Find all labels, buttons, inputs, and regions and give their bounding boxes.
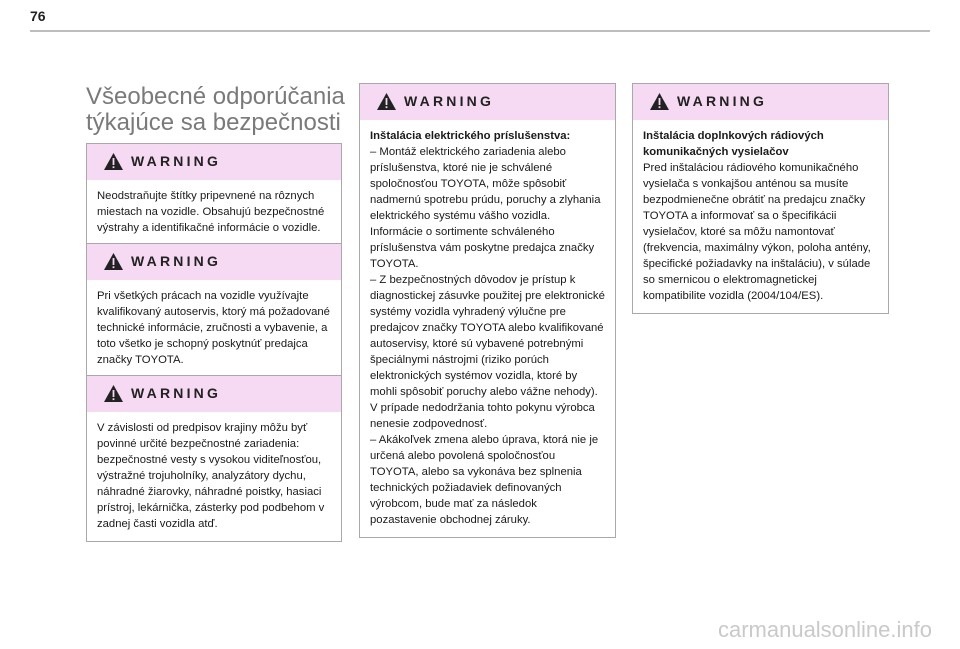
warning-header xyxy=(633,84,888,120)
warning-text: Pred inštaláciou rádiového komunikačného vysielača s vonkajšou anténou sa musíte bezpodmienečne obrátiť na predajcu značky TOYOTA a informovať sa o špecifikácii vysielačov, ktoré sa môžu namontovať (frekvencia, maximálny výkon, poloha antény, špecifické požiadavky na inštaláciu), v súlade so smernicou o elektromagnetickej kompatibilite vozidla (2004/104/ES). xyxy=(643,162,871,302)
warning-body xyxy=(87,412,341,541)
warning-label: WARNING xyxy=(677,93,768,109)
warning-label: WARNING xyxy=(131,253,222,269)
warning-body xyxy=(360,120,615,537)
warning-icon xyxy=(103,252,124,271)
warning-box-radio xyxy=(632,83,889,314)
watermark: carmanualsonline.info xyxy=(717,617,932,642)
warning-box-electrical xyxy=(359,83,616,538)
warning-text: – Z bezpečnostných dôvodov je prístup k diagnostickej zásuvke použitej pre elektronické systémy vozidla vyhradený výlučne pre predajcov značky TOYOTA alebo kvalifikované autoservisy, ktoré sú vybavené potrebnými špeciálnymi nástrojmi (riziko porúch elektronických systémov vozidla, ktoré by mohli spôsobiť poruchy alebo vážne nehody). V prípade nedodržania tohto pokynu výrobca nenesie zodpovednosť. xyxy=(370,274,605,430)
warning-box-equipment xyxy=(86,375,342,542)
warning-label: WARNING xyxy=(131,153,222,169)
warning-header xyxy=(87,376,341,412)
warning-text: V závislosti od predpisov krajiny môžu byť povinné určité bezpečnostné zariadenia: bezpečnostné vesty s vysokou viditeľnosťou, výstražné trojuholníky, analyzátory dychu, náhradné žiarovky, náhradné poistky, hasiaci prístroj, lekárnička, zásterky pod podbehom v zadnej časti vozidla atď. xyxy=(97,422,325,530)
warning-label: WARNING xyxy=(131,385,222,401)
page-number: 76 xyxy=(30,8,46,24)
warning-icon xyxy=(649,92,670,111)
warning-heading: Inštalácia elektrického príslušenstva: xyxy=(370,130,571,142)
warning-box-service xyxy=(86,243,342,378)
warning-text: – Montáž elektrického zariadenia alebo príslušenstva, ktoré nie je schválené spoločnosťou TOYOTA, môže spôsobiť nadmernú spotrebu prúdu, poruchy a zlyhania elektrického systému vášho vozidla. Informácie o sortimente schváleného príslušenstva vám poskytne predajca značky TOYOTA. xyxy=(370,146,601,270)
warning-header xyxy=(360,84,615,120)
warning-icon xyxy=(103,152,124,171)
header-rule xyxy=(30,30,930,32)
warning-body xyxy=(87,180,341,245)
warning-icon xyxy=(103,384,124,403)
warning-text: Pri všetkých prácach na vozidle využívajte kvalifikovaný autoservis, ktorý má požadované technické informácie, zručnosti a vybavenie, a toto všetko je schopný poskytnúť predajca značky TOYOTA. xyxy=(97,290,330,366)
warning-label: WARNING xyxy=(404,93,495,109)
warning-header xyxy=(87,144,341,180)
warning-body xyxy=(633,120,888,313)
warning-heading: Inštalácia doplnkových rádiových komunikačných vysielačov xyxy=(643,130,824,158)
section-title: Všeobecné odporúčania týkajúce sa bezpečnosti xyxy=(86,83,345,136)
warning-text: Neodstraňujte štítky pripevnené na rôznych miestach na vozidle. Obsahujú bezpečnostné výstrahy a identifikačné informácie o vozidle. xyxy=(97,190,325,234)
warning-text: – Akákoľvek zmena alebo úprava, ktorá nie je určená alebo povolená spoločnosťou TOYOTA, alebo sa vykonáva bez splnenia technických požiadaviek definovaných výrobcom, bude mať za následok pozastavenie obchodnej záruky. xyxy=(370,434,599,526)
warning-box-labels xyxy=(86,143,342,246)
warning-body xyxy=(87,280,341,377)
warning-header xyxy=(87,244,341,280)
warning-icon xyxy=(376,92,397,111)
